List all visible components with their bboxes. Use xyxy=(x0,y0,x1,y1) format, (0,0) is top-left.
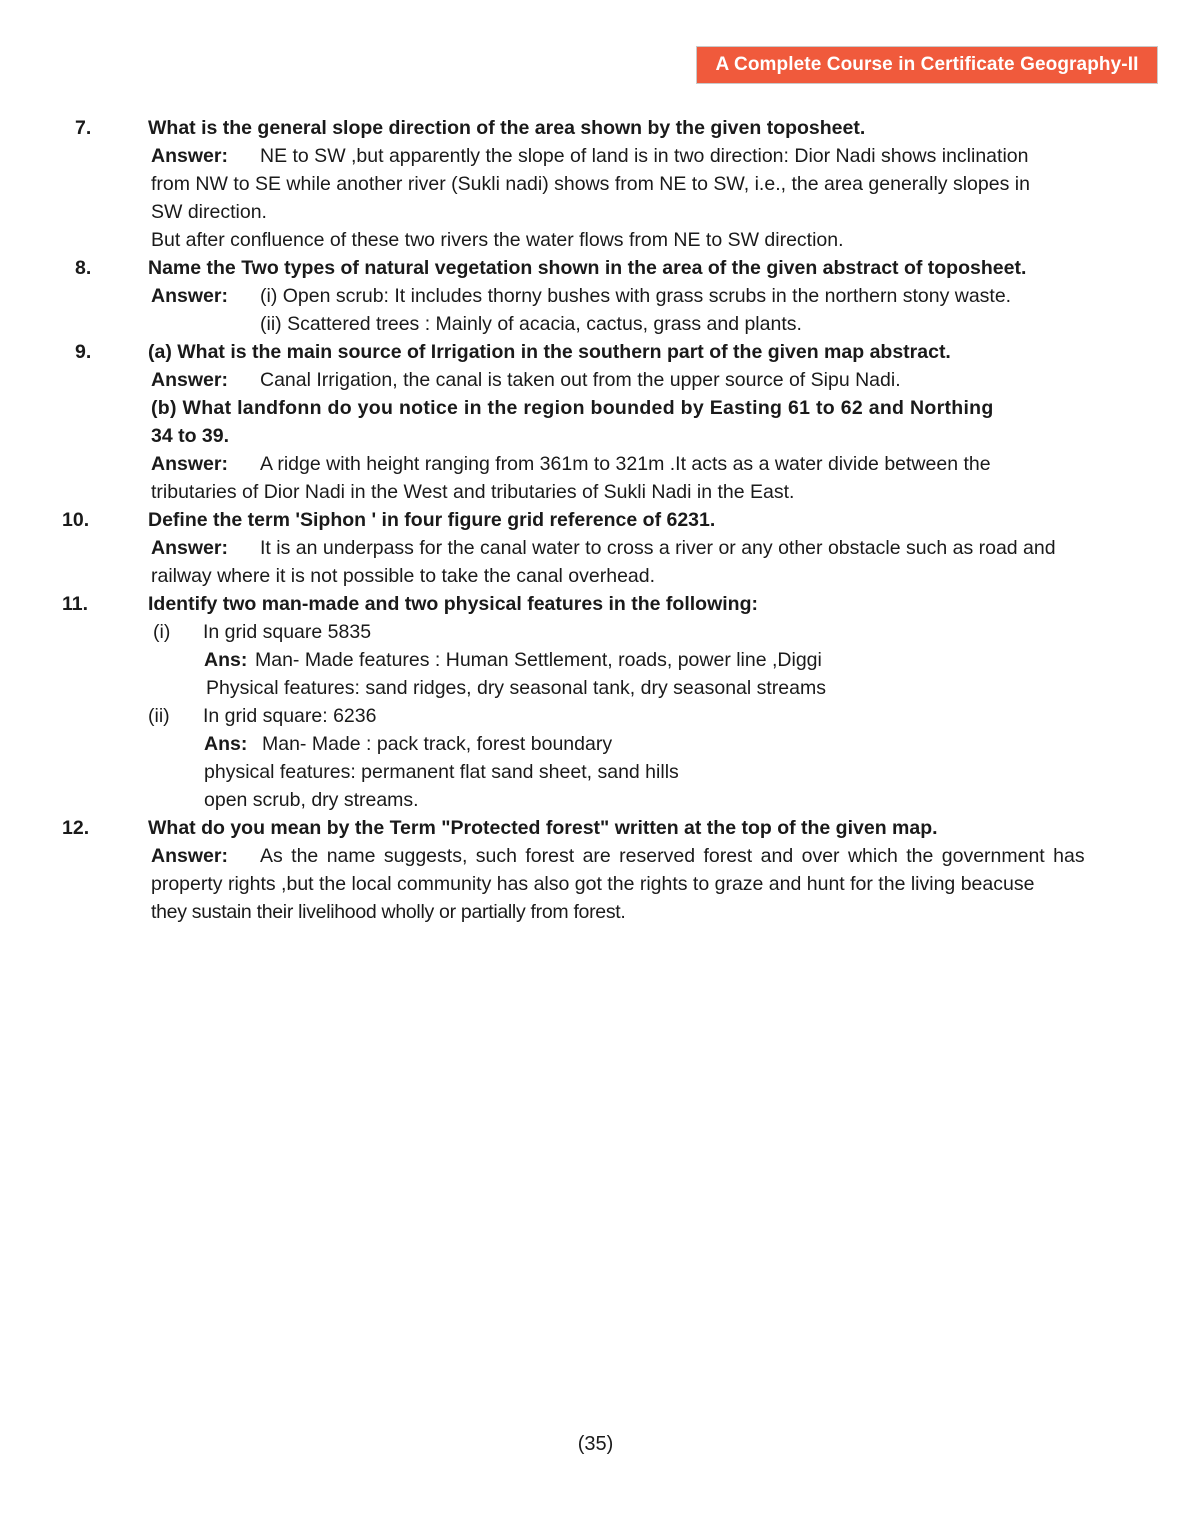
q10-number: 10. xyxy=(62,509,90,531)
q9-answer-b-label: Answer: xyxy=(151,453,228,475)
q11-part2-marker: (ii) xyxy=(148,705,170,727)
answer-label: Answer: xyxy=(151,145,228,167)
q8-answer-text-1: (i) Open scrub: It includes thorny bushes with grass scrubs in the northern stony waste. xyxy=(260,285,1012,307)
q9-question-a: (a) What is the main source of Irrigation in the southern part of the given map abstract. xyxy=(148,341,951,363)
q8-number: 8. xyxy=(75,257,92,279)
q11-part1-marker: (i) xyxy=(153,621,171,643)
q12-answer-text-1: As the name suggests, such forest are reserved forest and over which the government has xyxy=(260,845,1085,867)
page-number: (35) xyxy=(577,1433,614,1455)
q7-question: What is the general slope direction of the area shown by the given toposheet. xyxy=(148,117,866,139)
q10-answer-label: Answer: xyxy=(151,537,228,559)
q11-part1-ans-label: Ans: xyxy=(204,649,248,671)
q10-question: Define the term 'Siphon ' in four figure grid reference of 6231. xyxy=(148,509,716,531)
q11-part2-ans-2: physical features: permanent flat sand sheet, sand hills xyxy=(204,761,679,783)
q9-number: 9. xyxy=(75,341,92,363)
q12-answer-text-2: property rights ,but the local community has also got the rights to graze and hunt for the living beacuse xyxy=(151,873,1035,895)
q7-number: 7. xyxy=(75,117,92,139)
q9-answer-a-label: Answer: xyxy=(151,369,228,391)
q9-question-b-1: (b) What landfonn do you notice in the region bounded by Easting 61 to 62 and Northing xyxy=(151,397,994,419)
q9-answer-a-text: Canal Irrigation, the canal is taken out from the upper source of Sipu Nadi. xyxy=(260,369,901,391)
q11-part1-title: In grid square 5835 xyxy=(203,621,372,643)
q10-answer-text-1: It is an underpass for the canal water to cross a river or any other obstacle such as road and xyxy=(260,537,1056,559)
q9-answer-b-text-1: A ridge with height ranging from 361m to 321m .It acts as a water divide between the xyxy=(260,453,991,475)
q8-question: Name the Two types of natural vegetation shown in the area of the given abstract of toposheet. xyxy=(148,257,1027,279)
q11-part2-ans-label: Ans: xyxy=(204,733,248,755)
q11-part1-ans-1: Man- Made features : Human Settlement, roads, power line ,Diggi xyxy=(255,649,822,671)
q10-answer-text-2: railway where it is not possible to take the canal overhead. xyxy=(151,565,656,587)
q9-question-b-2: 34 to 39. xyxy=(151,425,230,447)
q11-part1-ans-2: Physical features: sand ridges, dry seasonal tank, dry seasonal streams xyxy=(206,677,826,699)
q12-number: 12. xyxy=(62,817,90,839)
q7-answer-text-2: from NW to SE while another river (Sukli nadi) shows from NE to SW, i.e., the area generally slopes in xyxy=(151,173,1030,195)
q7-answer-text-4: But after confluence of these two rivers the water flows from NE to SW direction. xyxy=(151,229,844,251)
q9-answer-b-text-2: tributaries of Dior Nadi in the West and tributaries of Sukli Nadi in the East. xyxy=(151,481,795,503)
q7-answer-line xyxy=(151,142,228,170)
q12-answer-text-3: they sustain their livelihood wholly or partially from forest. xyxy=(151,901,626,923)
q7-answer-text-1: NE to SW ,but apparently the slope of land is in two direction: Dior Nadi shows inclination xyxy=(260,145,1029,167)
q12-question: What do you mean by the Term "Protected forest" written at the top of the given map. xyxy=(148,817,938,839)
q7-answer-text-3: SW direction. xyxy=(151,201,267,223)
q11-number: 11. xyxy=(62,593,89,615)
q11-part2-ans-1: Man- Made : pack track, forest boundary xyxy=(262,733,613,755)
q8-answer-label: Answer: xyxy=(151,285,228,307)
q11-part2-ans-3: open scrub, dry streams. xyxy=(204,789,419,811)
q12-answer-label: Answer: xyxy=(151,845,228,867)
q8-answer-text-2: (ii) Scattered trees : Mainly of acacia, cactus, grass and plants. xyxy=(260,313,802,335)
header-title-badge: A Complete Course in Certificate Geography-II xyxy=(696,46,1158,84)
q11-part2-title: In grid square: 6236 xyxy=(203,705,377,727)
q11-question: Identify two man-made and two physical features in the following: xyxy=(148,593,758,615)
